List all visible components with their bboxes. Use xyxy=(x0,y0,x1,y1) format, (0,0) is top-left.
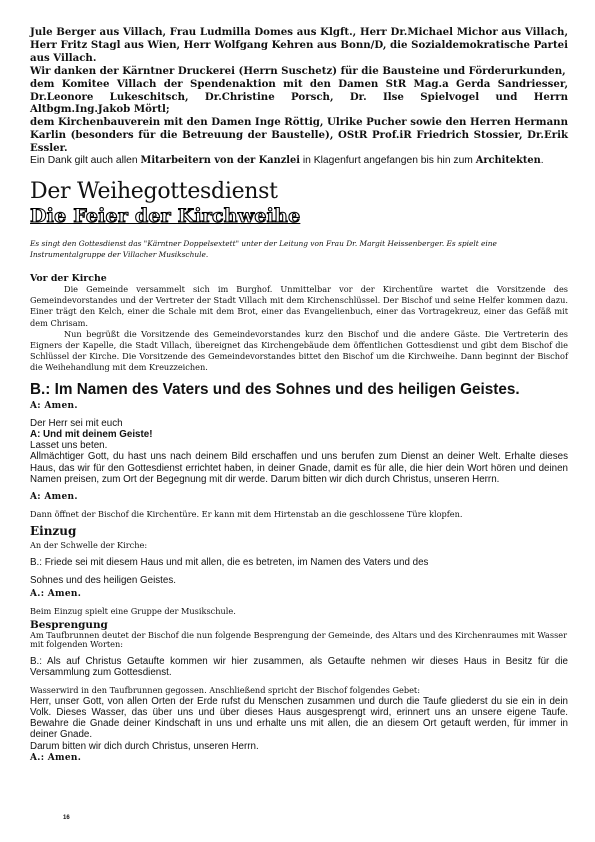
thanks-mid: in Klagenfurt angefangen bis hin zum xyxy=(300,155,476,167)
besprengung-prayer: Herr, unser Gott, von allen Orten der Erde rufst du Menschen zusammen und durch die Taufe gliederst du sie ein in dein Volk. Dieses Wasser, das über uns und über dieses Haus ausgesprengt wird, erinnert uns an unsere eigene Taufe. Bewahre die Gnade deiner Kindschaft in uns und erhalte uns mit allen, die an diesem Ort getauft werden, für immer in deiner Gnade. xyxy=(30,695,568,741)
page-title: Der Weihegottesdienst xyxy=(30,178,278,204)
lord-with-you: Der Herr sei mit euch xyxy=(30,417,123,429)
amen-response-1: A: Amen. xyxy=(30,400,78,411)
vor-der-kirche-para-2: Nun begrüßt die Vorsitzende des Gemeindevorstandes kurz den Bischof und die andere Gäste. Die Vertreterin des Eigners der Kapelle, die Stadt Villach, übereignet das Kirchengebäude dem öffentlichen Gottesdienst und gibt dem Bischof die Schlüssel der Kirche. Die Vorsitzende des Gemeindevorstandes bittet den Bischof um die Kirchweihe. Dann beginnt der Bischof die Weihehandlung mit dem Kreuzzeichen. xyxy=(30,328,568,373)
acknowledgements xyxy=(30,26,568,168)
invocation-heading: B.: Im Namen des Vaters und des Sohnes und des heiligen Geistes. xyxy=(30,380,520,398)
besprengung-desc: Am Taufbrunnen deutet der Bischof die nun folgende Besprengung der Gemeinde, des Altars und des Kirchenraumes mit Wasser mit folgenden Worten: xyxy=(30,629,568,650)
ack-line-2: Wir danken der Kärntner Druckerei (Herrn Suschetz) für die Bausteine und Förderurkunden, xyxy=(30,64,566,77)
vor-der-kirche-para-1: Die Gemeinde versammelt sich im Burghof. Unmittelbar vor der Kirchentüre wartet die Vorsitzende des Gemeindevorstandes und der Vertreter der Stadt Villach mit dem Kirchenschlüssel. Der Bischof und seine Helfer kommen dazu. Einer trägt den Kelch, einer die Schale mit dem Brot, einer das Evangelienbuch, einer das Vortragekreuz, einer das Gefäß mit dem Chrisam. xyxy=(30,283,568,328)
intro-text: Es singt den Gottesdienst das "Kärntner Doppelsextett" unter der Leitung von Frau Dr. Margit Heissenberger. Es spielt eine Instrumentalgruppe der Villacher Musikschule. xyxy=(30,238,497,259)
document-page xyxy=(30,26,568,764)
besprengung-b-text: B.: Als auf Christus Getaufte kommen wir hier zusammen, als Getaufte nehmen wir dieses Haus in Besitz für die Versammlung zum Gottesdienst. xyxy=(30,655,568,679)
and-with-spirit: A: Und mit deinem Geiste! xyxy=(30,428,153,440)
einzug-amen: A.: Amen. xyxy=(30,588,82,599)
thanks-prefix: Ein Dank gilt auch allen xyxy=(30,155,141,167)
peace-line-1: B.: Friede sei mit diesem Haus und mit allen, die es betreten, im Namen des Vaters und des xyxy=(30,557,429,569)
ack-line-3: dem Komitee Villach der Spendenaktion mit den Damen StR Mag.a Gerda Sandriesser, Dr.Leonore Lukeschitsch, Dr.Christine Porsch, Dr. Ilse Spielvogel und Herrn Altbgm.Ing.Jakob Mörtl; xyxy=(30,77,568,116)
peace-line-2: Sohnes und des heiligen Geistes. xyxy=(30,574,176,586)
ack-line-4: dem Kirchenbauverein mit den Damen Inge Röttig, Ulrike Pucher sowie den Herren Hermann Karlin (besonders für die Betreuung der Baustelle), OStR Prof.iR Friedrich Stossier, Dr.Erik Essler. xyxy=(30,116,568,155)
ack-thanks xyxy=(30,155,568,168)
amen-response-2: A: Amen. xyxy=(30,492,78,503)
page-number: 16 xyxy=(63,815,70,821)
ack-line-1: Jule Berger aus Villach, Frau Ludmilla Domes aus Klgft., Herr Dr.Michael Michor aus Villach, Herr Fritz Stagl aus Wien, Herr Wolfgang Kehren aus Bonn/D, die Sozialdemokratische Partei aus Villach. xyxy=(30,26,568,64)
opening-prayer: Allmächtiger Gott, du hast uns nach deinem Bild erschaffen und uns berufen zum Dienst an deiner Welt. Erhalte dieses Haus, das wir für den Gottesdienst errichtet haben, in deiner Gnade, damit es für alle, die hier dein Wort hören und deinen Namen preisen, zum Ort der Begegnung mit dir werde. Darum bitten wir dich durch Christus, unseren Herrn. xyxy=(30,451,568,486)
einzug-music: Beim Einzug spielt eine Gruppe der Musikschule. xyxy=(30,605,236,616)
water-text: Wasserwird in den Taufbrunnen gegossen. Anschließend spricht der Bischof folgendes Gebet: xyxy=(30,684,420,695)
besprengung-heading: Besprengung xyxy=(30,618,108,631)
vor-der-kirche-heading: Vor der Kirche xyxy=(30,272,107,284)
thanks-architects: Architekten xyxy=(475,155,541,167)
let-us-pray: Lasset uns beten. xyxy=(30,440,108,452)
einzug-heading: Einzug xyxy=(30,524,77,539)
door-open-text: Dann öffnet der Bischof die Kirchentüre. Er kann mit dem Hirtenstab an die geschlossene Türe klopfen. xyxy=(30,509,463,520)
page-subtitle: Die Feier der Kirchweihe xyxy=(30,204,301,227)
besprengung-amen: A.: Amen. xyxy=(30,753,82,764)
besprengung-closing: Darum bitten wir dich durch Christus, unseren Herrn. xyxy=(30,740,259,752)
threshold-text: An der Schwelle der Kirche: xyxy=(30,540,148,551)
thanks-end: . xyxy=(540,155,544,167)
thanks-chancellery: Mitarbeitern von der Kanzlei xyxy=(140,155,300,167)
